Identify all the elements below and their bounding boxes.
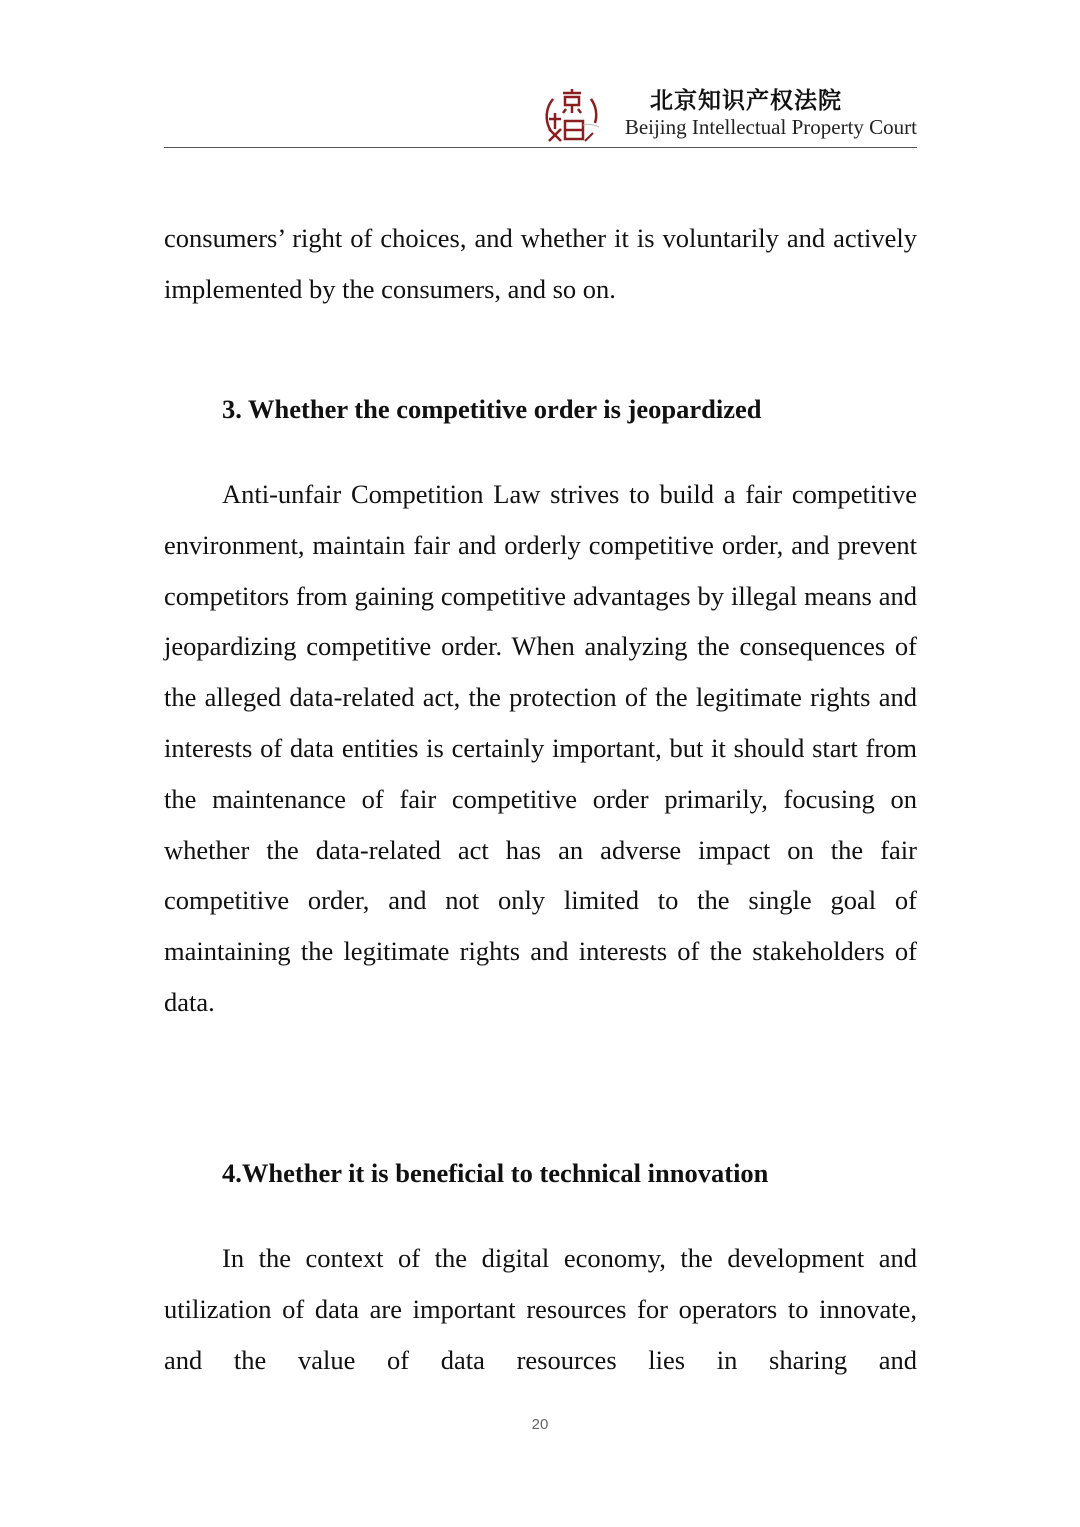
section-heading-4: 4.Whether it is beneficial to technical innovation: [222, 1158, 769, 1188]
court-name-english: Beijing Intellectual Property Court: [624, 115, 917, 139]
page-header: [164, 80, 917, 148]
section-3-paragraph: [164, 469, 917, 1028]
section-4-paragraph: [164, 1233, 917, 1385]
paragraph-text: Anti-unfair Competition Law strives to build a fair competitive environment, maintain fair and orderly competitive order, and prevent competitors from gaining competitive advantages by illegal means and jeopardizing competitive order. When analyzing the consequences of the alleged data-related act, the protection of the legitimate rights and interests of data entities is certainly important, but it should start from the maintenance of fair competitive order primarily, focusing on whether the data-related act has an adverse impact on the fair competitive order, and not only limited to the single goal of maintaining the legitimate rights and interests of the stakeholders of data.: [164, 479, 917, 1017]
section-heading-3: 3. Whether the competitive order is jeopardized: [222, 394, 762, 424]
paragraph-text: In the context of the digital economy, the development and utilization of data are important resources for operators to innovate, and the value of data resources lies in sharing and: [164, 1243, 917, 1375]
header-divider: [164, 147, 917, 148]
court-name-chinese: 北京知识产权法院: [650, 88, 842, 114]
court-seal-logo-icon: [541, 85, 603, 147]
page-number: 20: [531, 1416, 549, 1433]
continuation-paragraph: [164, 213, 917, 315]
paragraph-text: consumers’ right of choices, and whether it is voluntarily and actively implemented by the consumers, and so on.: [164, 223, 917, 304]
